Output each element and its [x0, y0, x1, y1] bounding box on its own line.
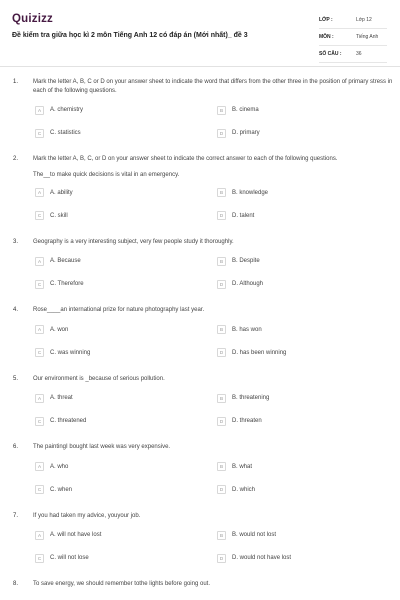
option-text: B. knowledge — [232, 189, 269, 196]
option-text: D. talent — [232, 212, 255, 219]
worksheet-title: Đề kiểm tra giữa học kì 2 môn Tiếng Anh 12 có đáp án (Mới nhất)_ đề 3 — [12, 32, 248, 39]
question-text: Our environment is _because of serious pollution. — [33, 375, 165, 382]
question-number: 5. — [13, 375, 19, 382]
question-item — [0, 78, 400, 138]
answer-option-c[interactable] — [33, 416, 215, 426]
option-letter-box: D — [217, 554, 226, 563]
option-text: D. which — [232, 486, 256, 493]
answer-option-a[interactable] — [33, 530, 215, 540]
option-text: D. primary — [232, 130, 260, 136]
option-text: A. Because — [50, 258, 81, 264]
answer-options — [33, 188, 389, 221]
option-text: A. who — [50, 463, 69, 470]
question-item — [0, 375, 400, 427]
answer-option-d[interactable] — [215, 553, 389, 563]
option-text: A. will not have lost — [50, 532, 102, 538]
header-divider — [0, 66, 400, 67]
answer-options — [33, 325, 389, 358]
option-text: C. will not lose — [50, 555, 89, 561]
option-text: A. won — [50, 326, 69, 333]
option-letter-box: C — [35, 417, 44, 426]
answer-option-d[interactable] — [215, 128, 389, 138]
answer-options — [33, 462, 389, 495]
worksheet-header — [0, 0, 400, 66]
meta-value: Tiếng Anh — [356, 34, 379, 40]
answer-option-b[interactable] — [215, 325, 389, 335]
answer-option-d[interactable] — [215, 279, 389, 289]
meta-row-subject — [319, 29, 387, 46]
option-text: C. when — [50, 486, 73, 493]
option-letter-box: D — [217, 129, 226, 138]
option-text: C. statistics — [50, 130, 81, 136]
question-number: 1. — [13, 79, 19, 85]
option-letter-box: B — [217, 531, 226, 540]
answer-option-b[interactable] — [215, 256, 389, 266]
option-letter-box: C — [35, 554, 44, 563]
question-text: Rose____an international prize for nature photography last year. — [33, 307, 205, 313]
option-text: C. threatened — [50, 418, 87, 424]
option-text: B. would not lost — [232, 532, 277, 538]
option-text: C. was winning — [50, 349, 91, 356]
answer-option-a[interactable] — [33, 188, 215, 198]
question-text: The paintingI bought last week was very expensive. — [33, 444, 171, 450]
question-number: 2. — [13, 156, 19, 162]
option-text: D. would not have lost — [232, 555, 292, 561]
answer-option-a[interactable] — [33, 393, 215, 403]
question-item — [0, 512, 400, 564]
question-prompt: The__to make quick decisions is vital in an emergency. — [33, 171, 180, 178]
question-spacer — [0, 289, 400, 306]
option-text: D. threaten — [232, 418, 262, 424]
answer-option-c[interactable] — [33, 279, 215, 289]
option-letter-box: B — [217, 106, 226, 115]
answer-option-a[interactable] — [33, 105, 215, 115]
option-letter-box: A — [35, 394, 44, 403]
option-text: B. cinema — [232, 107, 259, 113]
option-letter-box: D — [217, 280, 226, 289]
option-letter-box: C — [35, 348, 44, 357]
question-item — [0, 580, 400, 589]
option-letter-box: C — [35, 485, 44, 494]
meta-label: LỚP : — [319, 17, 333, 23]
answer-option-b[interactable] — [215, 393, 389, 403]
option-text: A. chemistry — [50, 107, 84, 113]
option-letter-box: A — [35, 188, 44, 197]
question-item — [0, 155, 400, 221]
question-text: Mark the letter A, B, C, or D on your answer sheet to indicate the correct answer to each of the following questions. — [33, 156, 338, 162]
option-text: B. threatening — [232, 395, 270, 401]
answer-option-a[interactable] — [33, 325, 215, 335]
question-spacer — [0, 426, 400, 443]
option-text: D. Although — [232, 281, 264, 287]
question-text: If you had taken my advice, youyour job. — [33, 512, 141, 519]
question-spacer — [0, 495, 400, 512]
answer-options — [33, 393, 389, 426]
question-spacer — [0, 563, 400, 580]
option-letter-box: C — [35, 129, 44, 138]
question-list — [0, 78, 400, 589]
question-spacer — [0, 221, 400, 238]
option-letter-box: B — [217, 394, 226, 403]
option-letter-box: D — [217, 348, 226, 357]
question-spacer — [0, 138, 400, 155]
answer-option-c[interactable] — [33, 128, 215, 138]
option-text: B. has won — [232, 326, 262, 333]
option-letter-box: C — [35, 211, 44, 220]
question-number: 8. — [13, 581, 19, 587]
question-number: 3. — [13, 238, 19, 245]
meta-label: MÔN : — [319, 34, 334, 40]
question-number: 6. — [13, 444, 19, 450]
option-text: C. Therefore — [50, 281, 84, 287]
option-letter-box: A — [35, 325, 44, 334]
meta-row-question-count — [319, 46, 387, 63]
answer-option-a[interactable] — [33, 462, 215, 472]
answer-option-c[interactable] — [33, 211, 215, 221]
answer-option-b[interactable] — [215, 462, 389, 472]
option-letter-box: A — [35, 106, 44, 115]
option-letter-box: B — [217, 188, 226, 197]
question-number: 4. — [13, 307, 19, 313]
option-letter-box: B — [217, 462, 226, 471]
option-letter-box: A — [35, 462, 44, 471]
question-number: 7. — [13, 512, 19, 519]
answer-option-c[interactable] — [33, 553, 215, 563]
question-item — [0, 443, 400, 495]
question-spacer — [0, 358, 400, 375]
option-letter-box: D — [217, 417, 226, 426]
question-item — [0, 306, 400, 358]
question-text: Geography is a very interesting subject, very few people study it thoroughly. — [33, 238, 234, 245]
answer-option-b[interactable] — [215, 105, 389, 115]
answer-option-d[interactable] — [215, 211, 389, 221]
option-letter-box: D — [217, 211, 226, 220]
worksheet-meta — [319, 12, 387, 63]
question-item — [0, 238, 400, 290]
meta-row-class — [319, 12, 387, 29]
meta-value: Lớp 12 — [356, 17, 372, 23]
option-text: B. what — [232, 463, 253, 470]
answer-option-b[interactable] — [215, 188, 389, 198]
answer-option-d[interactable] — [215, 485, 389, 495]
option-text: A. ability — [50, 189, 73, 196]
answer-options — [33, 105, 389, 138]
answer-option-d[interactable] — [215, 416, 389, 426]
answer-option-b[interactable] — [215, 530, 389, 540]
question-text: To save energy, we should remember tothe lights before going out. — [33, 581, 210, 587]
answer-options — [33, 530, 389, 563]
question-text: Mark the letter A, B, C or D on your answer sheet to indicate the word that differs from the other three in the position of primary stress in each of the following questions. — [33, 79, 393, 94]
option-letter-box: C — [35, 280, 44, 289]
answer-option-c[interactable] — [33, 348, 215, 358]
option-text: B. Despite — [232, 258, 260, 264]
option-text: A. threat — [50, 395, 73, 401]
meta-label: SỐ CÂU : — [319, 51, 342, 57]
option-letter-box: A — [35, 531, 44, 540]
answer-option-c[interactable] — [33, 485, 215, 495]
answer-option-a[interactable] — [33, 256, 215, 266]
option-letter-box: B — [217, 325, 226, 334]
option-letter-box: A — [35, 257, 44, 266]
quizizz-logo: Quizizz — [12, 13, 54, 25]
meta-value: 36 — [356, 51, 362, 57]
answer-option-d[interactable] — [215, 348, 389, 358]
option-letter-box: B — [217, 257, 226, 266]
option-letter-box: D — [217, 485, 226, 494]
option-text: D. has been winning — [232, 349, 287, 356]
option-text: C. skill — [50, 212, 68, 219]
answer-options — [33, 256, 389, 289]
